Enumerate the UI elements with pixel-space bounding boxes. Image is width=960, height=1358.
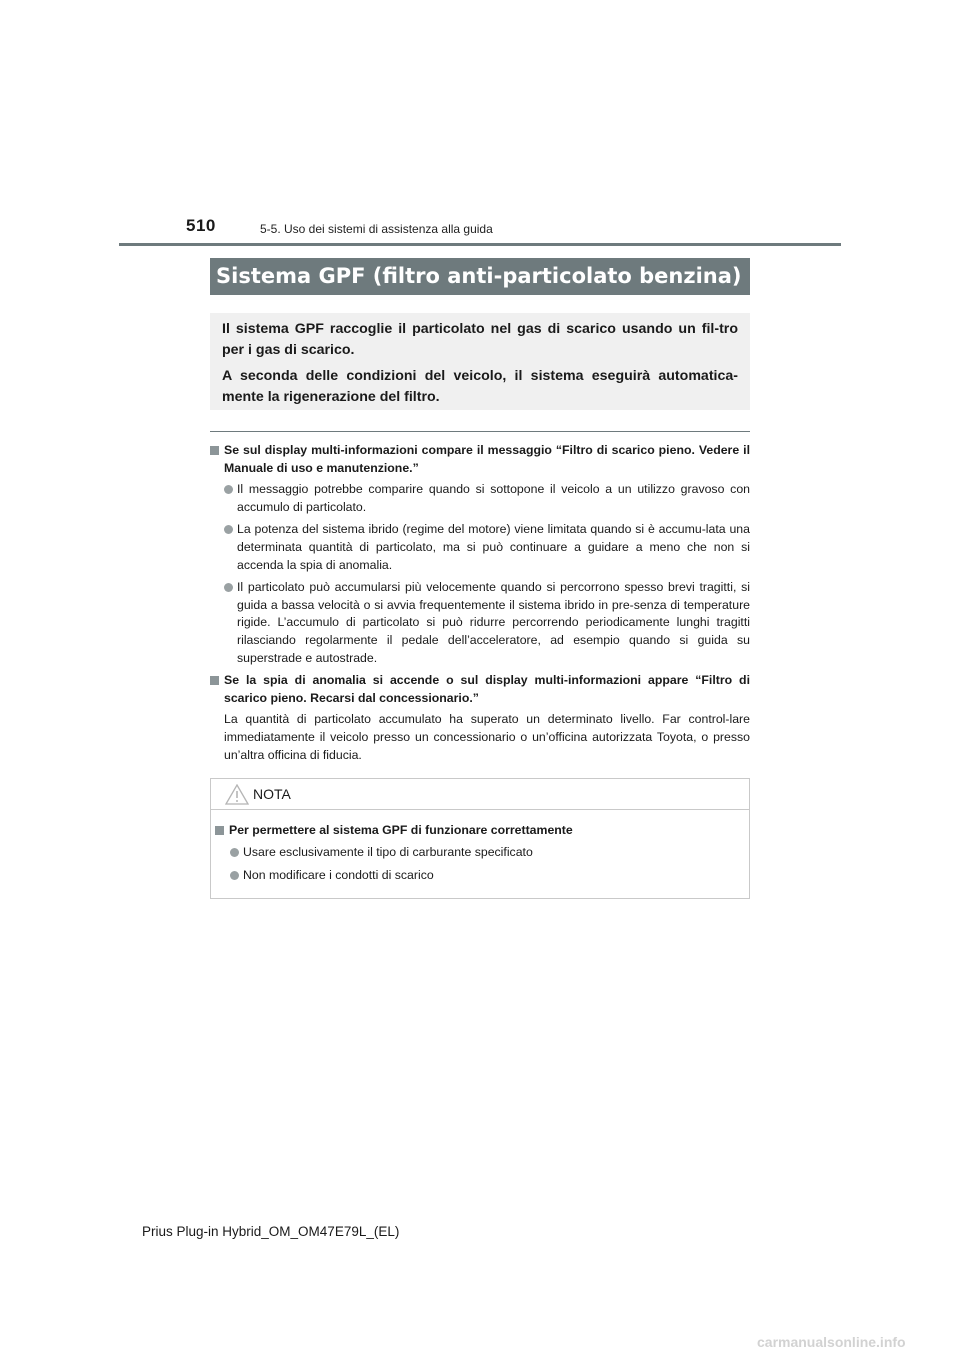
list-item [211, 844, 749, 861]
list-item [210, 579, 750, 667]
circle-bullet-icon [224, 485, 233, 494]
list-item [210, 481, 750, 516]
square-bullet-icon [210, 676, 219, 685]
list-item-text: Non modificare i condotti di scarico [243, 868, 434, 882]
nota-label: NOTA [253, 786, 291, 802]
section-heading-2 [210, 672, 750, 707]
circle-bullet-icon [230, 848, 239, 857]
list-item-text: Usare esclusivamente il tipo di carburante specificato [243, 845, 533, 859]
list-item-text: Il particolato può accumularsi più velocemente quando si percorrono spesso brevi tragitti, si guida a bassa velocità o si avvia frequentemente il sistema ibrido in pre-senza di temperature rigide. L’accumulo di particolato si può ridurre percorrendo periodicamente lunghi tragitti rilasciando regolarmente il pedale dell’acceleratore, ad esempio quando si guida su superstrade e autostrade. [237, 580, 750, 665]
intro-box [210, 313, 750, 410]
circle-bullet-icon [224, 525, 233, 534]
nota-header [211, 779, 749, 810]
page-number: 510 [186, 216, 216, 235]
nota-body [211, 810, 749, 884]
section-divider [210, 431, 750, 432]
circle-bullet-icon [224, 583, 233, 592]
warning-triangle-icon [225, 784, 249, 805]
section-body-text: La quantità di particolato accumulato ha superato un determinato livello. Far control-lare immediatamente il veicolo presso un concessionario o un’officina autorizzata Toyota, o presso un’altra officina di fiducia. [224, 712, 750, 762]
section-heading-text: Se la spia di anomalia si accende o sul display multi-informazioni appare “Filtro di scarico pieno. Recarsi dal concessionario.” [224, 673, 750, 705]
list-item [211, 867, 749, 884]
section-heading-1 [210, 442, 750, 477]
intro-paragraph-2: A seconda delle condizioni del veicolo, il sistema eseguirà automatica-mente la rigenerazione del filtro. [222, 368, 738, 405]
nota-box [210, 778, 750, 899]
list-item [210, 521, 750, 574]
page-title: Sistema GPF (filtro anti-particolato benzina) [210, 258, 750, 295]
circle-bullet-icon [230, 871, 239, 880]
square-bullet-icon [210, 446, 219, 455]
section-label: 5-5. Uso dei sistemi di assistenza alla guida [260, 222, 493, 236]
section-heading-text: Se sul display multi-informazioni compare il messaggio “Filtro di scarico pieno. Vedere il Manuale di uso e manutenzione.” [224, 443, 750, 475]
nota-heading [211, 822, 749, 839]
nota-heading-text: Per permettere al sistema GPF di funzionare correttamente [229, 823, 573, 837]
list-item-text: La potenza del sistema ibrido (regime del motore) viene limitata quando si è accumu-lata una determinata quantità di particolato, ma si può continuare a guidare a meno che non si accenda la spia di anomalia. [237, 522, 750, 572]
intro-paragraph-1: Il sistema GPF raccoglie il particolato nel gas di scarico usando un fil-tro per i gas di scarico. [222, 321, 738, 358]
square-bullet-icon [215, 826, 224, 835]
watermark: carmanualsonline.info [757, 1334, 906, 1350]
main-content [210, 442, 750, 770]
list-item-text: Il messaggio potrebbe comparire quando si sottopone il veicolo a un utilizzo gravoso con accumulo di particolato. [237, 482, 750, 514]
header-rule [119, 243, 841, 246]
footer-document-id: Prius Plug-in Hybrid_OM_OM47E79L_(EL) [142, 1224, 400, 1239]
